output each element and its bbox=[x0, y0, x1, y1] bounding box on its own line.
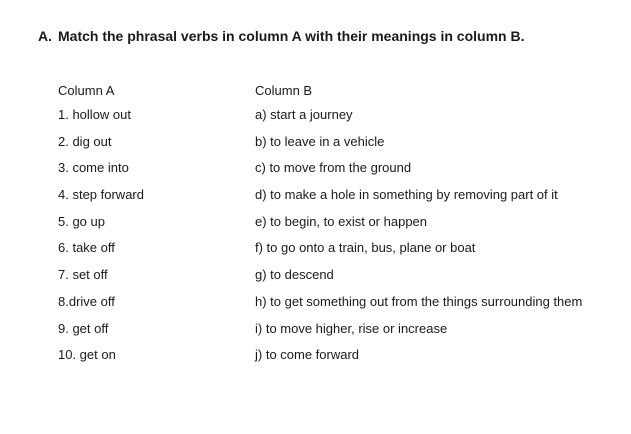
column-a-item: 10. get on bbox=[58, 347, 116, 363]
column-a-item: 6. take off bbox=[58, 240, 115, 256]
column-a bbox=[58, 80, 144, 369]
column-a-item: 5. go up bbox=[58, 213, 105, 229]
column-a-item: 7. set off bbox=[58, 267, 108, 283]
column-b-item: c) to move from the ground bbox=[255, 160, 412, 176]
column-b-item: d) to make a hole in something by removing part of it bbox=[255, 187, 558, 203]
column-b-item: j) to come forward bbox=[255, 347, 360, 363]
column-b-item: e) to begin, to exist or happen bbox=[255, 213, 428, 229]
column-b-item: h) to get something out from the things surrounding them bbox=[255, 293, 583, 309]
column-a-item: 4. step forward bbox=[58, 187, 144, 203]
column-b-item: a) start a journey bbox=[255, 107, 353, 122]
exercise-instruction: Match the phrasal verbs in column A with their meanings in column B. bbox=[58, 28, 525, 44]
column-a-item: 9. get off bbox=[58, 320, 109, 336]
column-b-header: Column B bbox=[255, 83, 313, 98]
column-a-item: 1. hollow out bbox=[58, 107, 131, 122]
column-b bbox=[255, 80, 582, 369]
column-b-item: i) to move higher, rise or increase bbox=[255, 320, 448, 336]
exercise-title bbox=[38, 28, 524, 44]
column-a-header: Column A bbox=[58, 83, 115, 98]
exercise-letter: A. bbox=[38, 28, 52, 44]
column-b-list bbox=[255, 102, 582, 369]
column-a-list bbox=[58, 102, 144, 369]
column-b-item: b) to leave in a vehicle bbox=[255, 133, 385, 149]
column-a-item: 8.drive off bbox=[58, 293, 115, 309]
column-b-item: g) to descend bbox=[255, 267, 334, 283]
column-b-item: f) to go onto a train, bus, plane or boat bbox=[255, 240, 476, 256]
column-a-item: 2. dig out bbox=[58, 133, 112, 149]
column-a-item: 3. come into bbox=[58, 160, 129, 176]
